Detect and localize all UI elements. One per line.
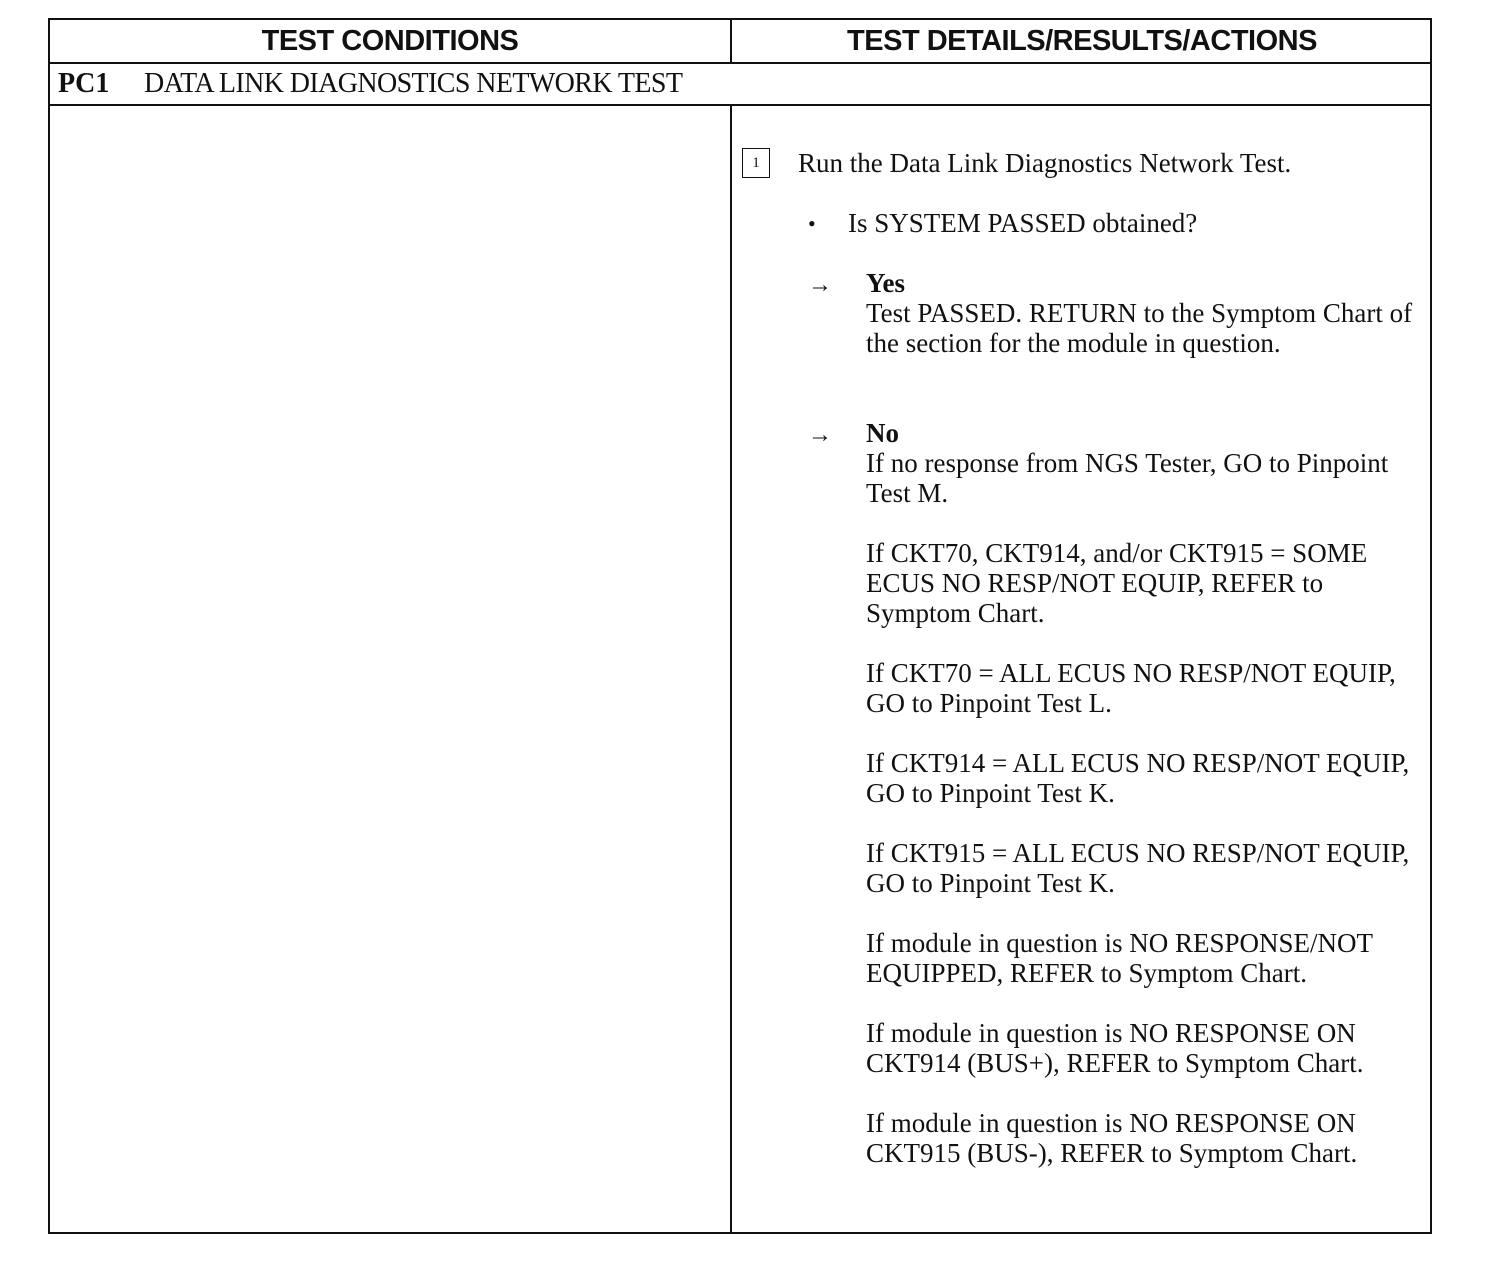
section-id: PC1	[58, 68, 110, 99]
yes-result	[866, 268, 1426, 358]
arrow-right-icon: →	[808, 422, 832, 448]
header-test-details: TEST DETAILS/RESULTS/ACTIONS	[847, 24, 1317, 57]
no-action: If CKT915 = ALL ECUS NO RESP/NOT EQUIP, GO to Pinpoint Test K.	[866, 838, 1410, 898]
no-result	[866, 418, 1426, 1168]
step-number-box: 1	[742, 148, 770, 178]
table-header-row	[50, 20, 1430, 64]
arrow-right-icon: →	[808, 272, 832, 298]
no-action: If CKT70 = ALL ECUS NO RESP/NOT EQUIP, GO to Pinpoint Test L.	[866, 658, 1396, 718]
no-action: If module in question is NO RESPONSE/NOT EQUIPPED, REFER to Symptom Chart.	[866, 928, 1373, 988]
yes-action: Test PASSED. RETURN to the Symptom Chart of the section for the module in question.	[866, 298, 1413, 358]
no-action: If CKT914 = ALL ECUS NO RESP/NOT EQUIP, GO to Pinpoint Test K.	[866, 748, 1410, 808]
step-question: Is SYSTEM PASSED obtained?	[848, 208, 1198, 238]
pinpoint-test-table	[48, 18, 1432, 1234]
yes-label: Yes	[866, 268, 905, 298]
column-divider	[730, 20, 732, 64]
no-action: If module in question is NO RESPONSE ON CKT914 (BUS+), REFER to Symptom Chart.	[866, 1018, 1364, 1078]
section-title-row	[50, 64, 1430, 106]
header-test-conditions: TEST CONDITIONS	[261, 24, 519, 57]
section-title: DATA LINK DIAGNOSTICS NETWORK TEST	[144, 68, 683, 99]
no-action: If no response from NGS Tester, GO to Pinpoint Test M.	[866, 448, 1389, 508]
no-action: If CKT70, CKT914, and/or CKT915 = SOME ECUS NO RESP/NOT EQUIP, REFER to Symptom Chart.	[866, 538, 1368, 628]
bullet-icon: •	[808, 211, 816, 236]
test-details-cell	[732, 106, 1430, 1232]
step-instruction: Run the Data Link Diagnostics Network Test.	[798, 148, 1292, 178]
no-action: If module in question is NO RESPONSE ON CKT915 (BUS-), REFER to Symptom Chart.	[866, 1108, 1358, 1168]
no-label: No	[866, 418, 899, 448]
